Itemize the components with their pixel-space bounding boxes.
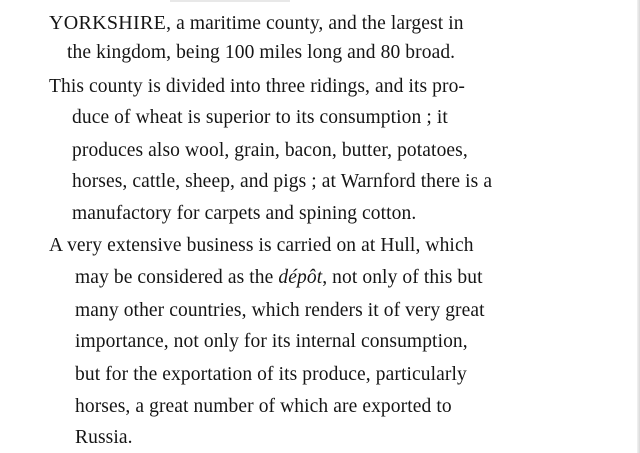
entry-heading: YORKSHIRE — [49, 12, 167, 34]
entry-line-1 — [49, 11, 464, 36]
paragraph-2-line-1: This county is divided into three ridings, and its pro- — [49, 76, 466, 97]
paragraph-3-line-1: A very extensive business is carried on at Hull, which — [49, 235, 474, 256]
paragraph-2-line-5: manufactory for carpets and spining cotton. — [72, 203, 417, 224]
paragraph-3-line-3: many other countries, which renders it of very great — [75, 300, 485, 321]
paragraph-3-line-6: horses, a great number of which are exported to — [75, 396, 452, 417]
paragraph-2-line-3: produces also wool, grain, bacon, butter, potatoes, — [72, 140, 468, 161]
paragraph-3-line-2-end: , not only of this but — [322, 267, 483, 288]
paragraph-3-line-2-start: may be considered as the — [75, 267, 279, 288]
paragraph-2-line-2: duce of wheat is superior to its consumption ; it — [72, 107, 448, 128]
paragraph-3-line-2 — [75, 266, 483, 290]
paragraph-2-line-4: horses, cattle, sheep, and pigs ; at Warnford there is a — [72, 171, 493, 192]
entry-line-1-text: , a maritime county, and the largest in — [166, 13, 464, 34]
entry-line-2: the kingdom, being 100 miles long and 80 broad. — [67, 42, 456, 63]
paragraph-3-line-4: importance, not only for its internal consumption, — [75, 331, 468, 352]
paragraph-3-line-5: but for the exportation of its produce, particularly — [75, 364, 467, 385]
paragraph-3-line-7: Russia. — [75, 427, 133, 448]
scan-artifact-top — [170, 0, 290, 2]
depot-italic: dépôt — [278, 267, 323, 288]
